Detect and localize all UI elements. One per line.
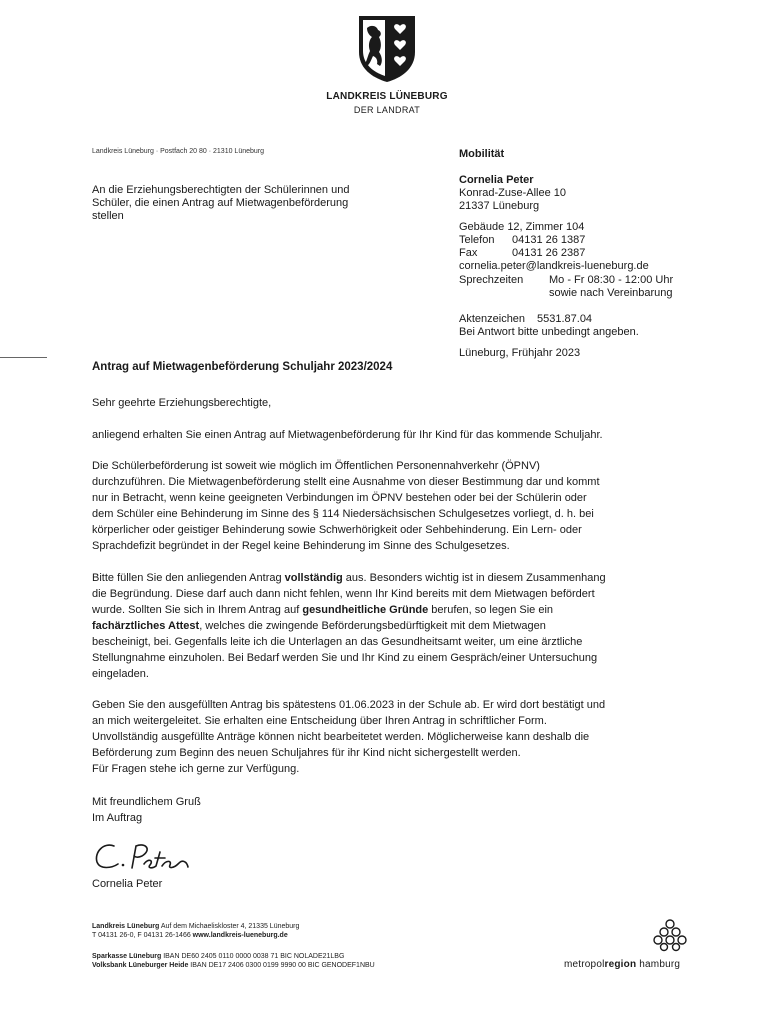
emphasis-health-reasons: gesundheitliche Gründe xyxy=(302,604,429,616)
fax-number: 04131 26 2387 xyxy=(512,247,586,259)
paragraph-line: bescheinigt, bei. Gegenfalls leite ich die Unterlagen an das Gesundheitsamt weiter, um eine ärztliche xyxy=(92,636,583,648)
footer-bank-name: Sparkasse Lüneburg xyxy=(92,953,162,960)
paragraph-line: körperlicher oder geistiger Behinderung sowie Schwerhörigkeit oder Sehbehinderung. Ein Lern- oder xyxy=(92,524,582,536)
footer-org: Landkreis Lüneburg xyxy=(92,923,160,930)
paragraph-line xyxy=(92,618,704,634)
emphasis-medical-certificate: fachärztliches Attest xyxy=(92,620,200,632)
text-span: aus. Besonders wichtig ist in diesem Zusammenhang xyxy=(342,572,606,584)
phone-number: 04131 26 1387 xyxy=(512,234,586,246)
footer-text: IBAN DE17 2406 0300 0199 9990 00 BIC GENODEF1NBU xyxy=(188,962,375,969)
paragraph-line: Beförderung zum Beginn des neuen Schuljahres für ihr Kind nicht sichergestellt werden. xyxy=(92,747,521,759)
wordmark-part: hamburg xyxy=(636,959,681,970)
office-hours-extra: sowie nach Vereinbarung xyxy=(549,287,673,299)
paragraph-line: Geben Sie den ausgefüllten Antrag bis spätestens 01.06.2023 in der Schule ab. Er wird dort bestätigt und xyxy=(92,699,606,711)
paragraph-line: an mich weitergeleitet. Sie erhalten eine Entscheidung über Ihren Antrag in schriftlicher Form. xyxy=(92,715,547,727)
contact-email[interactable]: cornelia.peter@landkreis-lueneburg.de xyxy=(459,260,649,272)
paragraph-line: durchzuführen. Die Mietwagenbeförderung stellt eine Ausnahme von dieser Bestimmung dar und kommt xyxy=(92,476,600,488)
paragraph-intro: anliegend erhalten Sie einen Antrag auf Mietwagenbeförderung für Ihr Kind für das kommende Schuljahr. xyxy=(92,429,603,441)
footer-address xyxy=(92,922,299,931)
text-span: berufen, so legen Sie ein xyxy=(428,604,554,616)
paragraph-line: Unvollständig ausgefüllte Anträge können nicht bearbeitetet werden. Möglicherweise kann deshalb die xyxy=(92,731,590,743)
paragraph-deadline xyxy=(92,697,704,777)
ref-value: 5531.87.04 xyxy=(537,313,593,325)
recipient-line: Schüler, die einen Antrag auf Mietwagenbeförderung xyxy=(92,197,349,209)
ref-note: Bei Antwort bitte unbedingt angeben. xyxy=(459,326,639,338)
contact-name: Cornelia Peter xyxy=(459,174,534,186)
paragraph-line: Die Schülerbeförderung ist soweit wie möglich im Öffentlichen Personennahverkehr (ÖPNV) xyxy=(92,460,540,472)
footer-bank-name: Volksbank Lüneburger Heide xyxy=(92,962,189,969)
paragraph-line: eingeladen. xyxy=(92,668,149,680)
footer-text: Auf dem Michaeliskloster 4, 21335 Lüneburg xyxy=(159,923,300,930)
text-span: wurde. Sollten Sie sich in Ihrem Antrag auf xyxy=(92,604,303,616)
metropolregion-logo-icon xyxy=(653,918,687,952)
handwritten-signature xyxy=(92,838,192,876)
paragraph-rules xyxy=(92,458,704,554)
emphasis-complete: vollständig xyxy=(284,572,343,584)
closing: Mit freundlichem Gruß xyxy=(92,796,201,808)
paragraph-line: Für Fragen stehe ich gerne zur Verfügung. xyxy=(92,763,300,775)
footer-text: IBAN DE60 2405 0110 0000 0038 71 BIC NOLADE21LBG xyxy=(161,953,345,960)
paragraph-line xyxy=(92,602,704,618)
metropolregion-wordmark xyxy=(564,959,680,970)
footer-bank-1 xyxy=(92,952,344,961)
recipient-line: stellen xyxy=(92,210,124,222)
department: Mobilität xyxy=(459,148,505,160)
wordmark-bold: region xyxy=(604,959,637,970)
fax-label: Fax xyxy=(459,247,478,259)
paragraph-instructions xyxy=(92,570,704,682)
letter-subject: Antrag auf Mietwagenbeförderung Schuljahr 2023/2024 xyxy=(92,361,393,373)
hours-value: Mo - Fr 08:30 - 12:00 Uhr xyxy=(549,274,674,286)
paragraph-line xyxy=(92,570,704,586)
district-crest-logo xyxy=(357,14,417,84)
contact-city: 21337 Lüneburg xyxy=(459,200,540,212)
sender-return-address: Landkreis Lüneburg · Postfach 20 80 · 21310 Lüneburg xyxy=(92,148,265,155)
footer-bank-2 xyxy=(92,961,375,970)
date-place: Lüneburg, Frühjahr 2023 xyxy=(459,347,581,359)
phone-label: Telefon xyxy=(459,234,495,246)
paragraph-line: dem Schüler eine Behinderung im Sinne des § 114 Niedersächsischen Schulgesetzes vorliegt, d. h. bei xyxy=(92,508,594,520)
footer-contact xyxy=(92,931,288,940)
paragraph-line: Sprachdefizit begründet in der Regel keine Behinderung im Sinne des Schulgesetzes. xyxy=(92,540,510,552)
text-span: Bitte füllen Sie den anliegenden Antrag xyxy=(92,572,285,584)
ref-label: Aktenzeichen xyxy=(459,313,526,325)
text-span: , welches die zwingende Beförderungsbedürftigkeit mit dem Mietwagen xyxy=(199,620,546,632)
file-reference xyxy=(459,313,592,326)
footer-text: T 04131 26-0, F 04131 26-1466 xyxy=(92,932,193,939)
footer-website-link[interactable]: www.landkreis-lueneburg.de xyxy=(192,932,288,939)
paragraph-line: nur in Betracht, wenn keine geeigneten Verbindungen im ÖPNV bestehen oder bei der Schülerin oder xyxy=(92,492,587,504)
contact-building: Gebäude 12, Zimmer 104 xyxy=(459,221,585,233)
recipient-address xyxy=(92,184,392,223)
contact-phone xyxy=(459,234,585,247)
org-name: LANDKREIS LÜNEBURG xyxy=(326,91,448,102)
closing-on-behalf: Im Auftrag xyxy=(92,812,143,824)
office-hours xyxy=(459,274,673,287)
org-subtitle: DER LANDRAT xyxy=(353,105,421,115)
contact-fax xyxy=(459,247,585,260)
wordmark-part: metropol xyxy=(564,959,605,970)
recipient-line: An die Erziehungsberechtigten der Schülerinnen und xyxy=(92,184,350,196)
paragraph-line: die Begründung. Diese darf auch dann nicht fehlen, wenn Ihr Kind bereits mit dem Mietwagen befördert xyxy=(92,588,595,600)
salutation: Sehr geehrte Erziehungsberechtigte, xyxy=(92,397,272,409)
paragraph-line: Stellungnahme einzuholen. Bei Bedarf werden Sie und Ihr Kind zu einem Gespräch/einer Untersuchung xyxy=(92,652,598,664)
contact-street: Konrad-Zuse-Allee 10 xyxy=(459,187,567,199)
hours-label: Sprechzeiten xyxy=(459,274,524,286)
fold-mark xyxy=(0,357,47,358)
signer-name: Cornelia Peter xyxy=(92,878,163,890)
